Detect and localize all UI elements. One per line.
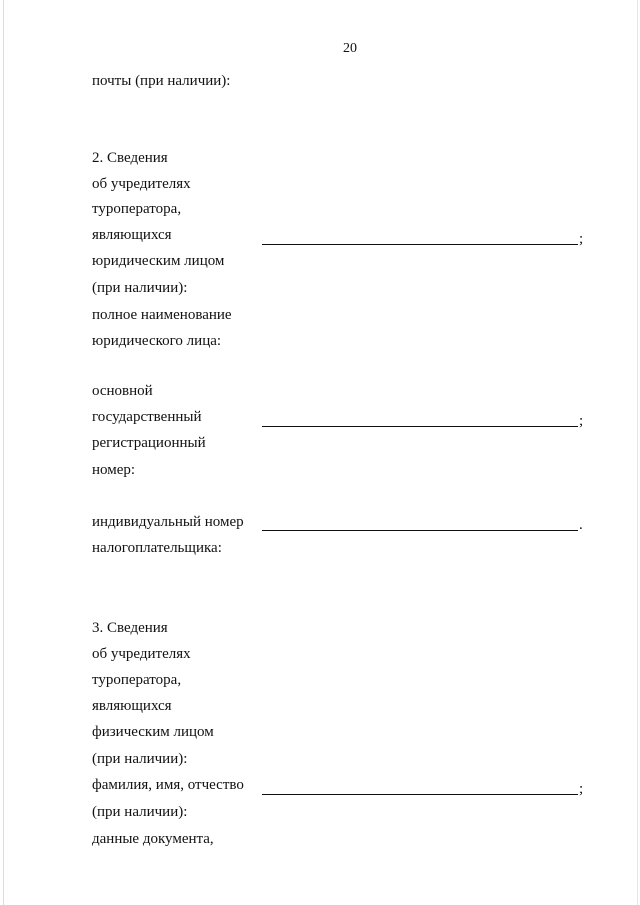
- page-edge-left: [3, 0, 4, 905]
- text-line: туроператора,: [92, 672, 182, 688]
- text-line: индивидуальный номер: [92, 514, 244, 530]
- field-punctuation: .: [579, 517, 583, 533]
- text-line: об учредителях: [92, 176, 191, 192]
- section-heading: 3. Сведения: [92, 620, 168, 636]
- text-line: почты (при наличии):: [92, 73, 231, 89]
- text-line: (при наличии):: [92, 751, 188, 767]
- fill-in-line-ogrn[interactable]: [262, 426, 578, 427]
- fill-in-line-legal-entity-name[interactable]: [262, 244, 578, 245]
- fill-in-line-inn[interactable]: [262, 530, 578, 531]
- text-line: об учредителях: [92, 646, 191, 662]
- text-line: (при наличии):: [92, 804, 188, 820]
- text-line: (при наличии):: [92, 280, 188, 296]
- field-punctuation: ;: [579, 231, 584, 247]
- page-edge-right: [637, 0, 638, 905]
- text-line: юридическим лицом: [92, 253, 225, 269]
- text-line: являющихся: [92, 227, 172, 243]
- text-line: фамилия, имя, отчество: [92, 777, 244, 793]
- section-heading: 2. Сведения: [92, 150, 168, 166]
- text-line: полное наименование: [92, 307, 232, 323]
- text-line: регистрационный: [92, 435, 206, 451]
- fill-in-line-full-name[interactable]: [262, 794, 578, 795]
- text-line: основной: [92, 383, 153, 399]
- text-line: номер:: [92, 462, 136, 478]
- field-punctuation: ;: [579, 413, 584, 429]
- text-line: данные документа,: [92, 831, 214, 847]
- text-line: налогоплательщика:: [92, 540, 222, 556]
- text-line: государственный: [92, 409, 202, 425]
- text-line: физическим лицом: [92, 724, 214, 740]
- field-punctuation: ;: [579, 781, 584, 797]
- text-line: туроператора,: [92, 201, 182, 217]
- text-line: юридического лица:: [92, 333, 222, 349]
- text-line: являющихся: [92, 698, 172, 714]
- page-number: 20: [343, 41, 357, 56]
